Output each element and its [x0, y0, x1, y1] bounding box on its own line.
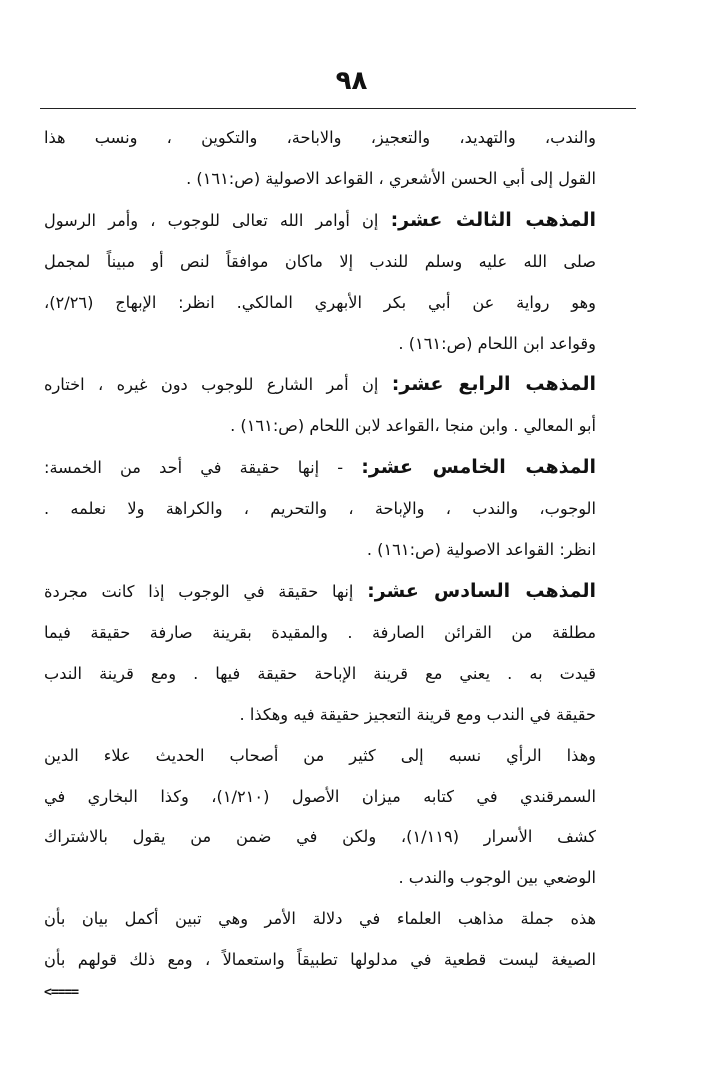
- line-text: أبو المعالي . وابن منجا ،القواعد لابن اللحام (ص:١٦١) .: [230, 416, 596, 436]
- line-text: الصيغة ليست قطعية في مدلولها تطبيقاً واستعمالاً ، ومع ذلك قولهم بأن: [44, 950, 596, 970]
- line-text: إن أوامر الله تعالى للوجوب ، وأمر الرسول: [44, 210, 391, 230]
- page-number: ٩٨: [335, 66, 368, 96]
- line-text: قيدت به . يعني مع قرينة الإباحة حقيقة فيها . ومع قرينة الندب: [44, 663, 596, 683]
- line-text: حقيقة في الندب ومع قرينة التعجيز حقيقة فيه وهكذا .: [239, 704, 596, 724]
- line-text: والندب، والتهديد، والتعجيز، والاباحة، والتكوين ، ونسب هذا: [44, 128, 596, 147]
- text-line: [44, 283, 596, 324]
- text-line: [44, 364, 596, 406]
- text-line: [44, 447, 596, 489]
- text-line: [44, 489, 596, 530]
- line-text: هذه جملة مذاهب العلماء في دلالة الأمر وهي تبين أكمل بيان بأن: [44, 909, 596, 929]
- line-text: الوضعي بين الوجوب والندب .: [398, 868, 596, 888]
- text-line: [44, 200, 596, 242]
- line-text: وهذا الرأي نسبه إلى كثير من أصحاب الحديث علاء الدين: [44, 745, 596, 765]
- text-line: [44, 613, 596, 654]
- line-text: انظر: القواعد الاصولية (ص:١٦١) .: [366, 540, 596, 560]
- section-heading: المذهب السادس عشر:: [367, 579, 596, 602]
- line-text: كشف الأسرار (١/١١٩)، ولكن في ضمن من يقول بالاشتراك: [44, 827, 596, 847]
- text-line: [44, 695, 596, 736]
- text-line: [44, 118, 596, 159]
- text-line: [44, 940, 596, 981]
- line-text: صلى الله عليه وسلم للندب إلا ماكان موافقاً لنص أو مبيناً لمجمل: [44, 251, 596, 271]
- text-line: [44, 324, 596, 365]
- text-line: [44, 817, 596, 858]
- text-body: [44, 118, 596, 981]
- text-line: [44, 159, 596, 200]
- line-text: وهو رواية عن أبي بكر الأبهري المالكي. انظر: الإبهاج (٢/٢٦)،: [44, 292, 596, 312]
- text-line: [44, 858, 596, 899]
- section-heading: المذهب الرابع عشر:: [391, 373, 596, 396]
- line-text: - إنها حقيقة في أحد من الخمسة:: [44, 458, 362, 478]
- text-line: [44, 654, 596, 695]
- continuation-arrow: <====: [44, 985, 79, 1000]
- text-line: [44, 777, 596, 818]
- text-line: [44, 736, 596, 777]
- line-text: السمرقندي في كتابه ميزان الأصول (١/٢١٠)، وكذا البخاري في: [44, 786, 596, 806]
- text-line: [44, 242, 596, 283]
- line-text: القول إلى أبي الحسن الأشعري ، القواعد الاصولية (ص:١٦١) .: [186, 168, 596, 188]
- text-line: [44, 406, 596, 447]
- line-text: الوجوب، والندب ، والإباحة ، والتحريم ، والكراهة ولا نعلمه .: [44, 499, 596, 519]
- line-text: إنها حقيقة في الوجوب إذا كانت مجردة: [44, 581, 368, 601]
- text-line: [44, 571, 596, 613]
- header-rule: [40, 108, 636, 109]
- text-line: [44, 530, 596, 571]
- text-line: [44, 899, 596, 940]
- line-text: مطلقة من القرائن الصارفة . والمقيدة بقرينة صارفة حقيقة فيما: [44, 622, 596, 642]
- section-heading: المذهب الخامس عشر:: [361, 456, 596, 479]
- line-text: إن أمر الشارع للوجوب دون غيره ، اختاره: [44, 375, 392, 395]
- line-text: وقواعد ابن اللحام (ص:١٦١) .: [398, 333, 596, 353]
- section-heading: المذهب الثالث عشر:: [390, 208, 596, 231]
